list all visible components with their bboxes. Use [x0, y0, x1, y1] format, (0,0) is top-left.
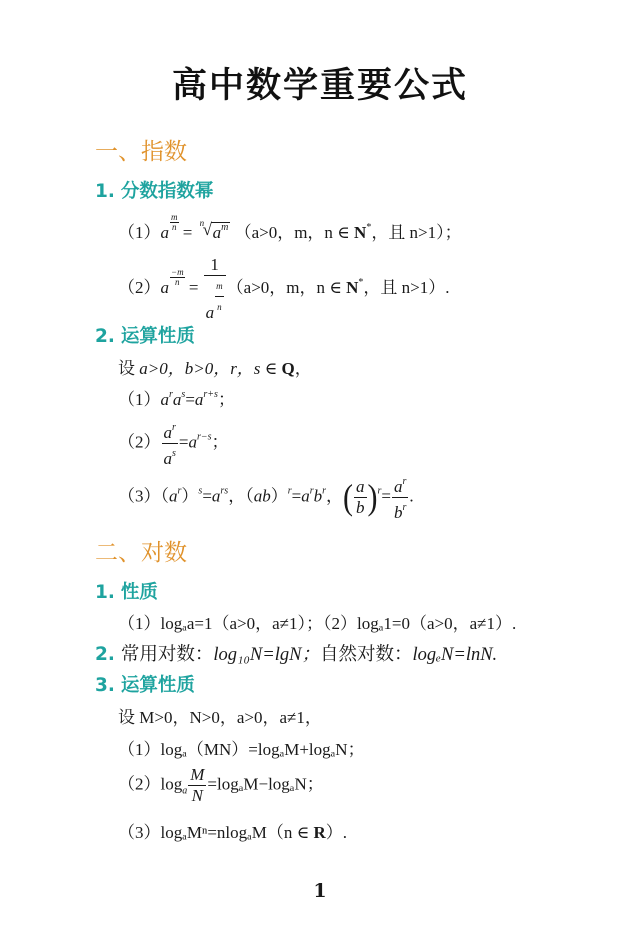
subsection-title: 运算性质 [120, 675, 195, 696]
page-title: 高中数学重要公式 [171, 65, 468, 106]
log-rule-1: （1）logₐ（MN）=logₐM+logₐN； [118, 740, 365, 759]
exponent-fraction: $\frac{m}{n}$ [171, 212, 178, 232]
subsection-heading-log-rules [95, 671, 195, 697]
formula-tail: ； [211, 432, 229, 452]
formula-tail: ，且 n>1）. [363, 277, 450, 297]
subsection-heading-common-log [95, 640, 497, 666]
ratio-result-fraction: $\frac{a^r}{b^r}$ [392, 472, 408, 523]
formula-body: （3）logₐMⁿ=nlogₐM（n ∈ [118, 823, 314, 842]
formula-tail: ； [217, 390, 235, 409]
formula-label: （2） [118, 432, 161, 452]
common-log-formula: log₁₀N=lgN； [213, 645, 320, 665]
formula-tail: ）. [325, 823, 348, 842]
formula-tail: . [409, 486, 414, 506]
subsection-number: 2. [95, 326, 115, 347]
reciprocal-fraction: 1 a $\frac{m}{n}$ [204, 255, 226, 323]
formula-label: （3） [118, 486, 161, 506]
ratio-fraction: $\frac{a}{b}$ [356, 477, 365, 517]
formula-condition: （a>0，m，n ∈ [226, 277, 347, 297]
star-superscript: * [358, 276, 364, 288]
set-N: N [354, 223, 367, 242]
subsection-title: 性质 [120, 582, 158, 603]
log-rules-intro: 设 M>0，N>0，a>0，a≠1， [118, 708, 322, 727]
radical: n √ $a^m$ [199, 218, 229, 242]
quotient-fraction: $\frac{a^r}{a^s}$ [162, 418, 178, 469]
formula-tail: =logₐM−logₐN； [207, 774, 324, 794]
formula-label: （1） [118, 390, 161, 409]
subsection-heading-fractional-power [95, 177, 213, 203]
log-rule-2: $(2)\log_a$ $\frac{M}{N}$ =logₐM−logₐN； [118, 765, 324, 805]
formula-label: （2） [118, 277, 161, 297]
formula-label: （1） [118, 223, 161, 242]
log-quotient-fraction: $\frac{M}{N}$ [190, 765, 205, 805]
subsection-number: 3. [95, 675, 115, 696]
set-N: N [346, 277, 359, 297]
formula-fractional-power-1: （1）a $\frac{m}{n}$ = n √ $a^m$ （a>0，m，n ∈ N*，且 n>1）； [118, 212, 462, 242]
star-superscript: * [366, 222, 372, 233]
formula-label: （2） [118, 774, 161, 794]
intro-prefix: 设 [118, 359, 140, 378]
subsection-heading-exponent-rules [95, 322, 195, 348]
page-number: 1 [313, 880, 327, 902]
natural-log-formula: logₑN=lnN. [412, 645, 498, 665]
common-log-label: 常用对数： [120, 644, 214, 665]
intro-end: ， [294, 359, 312, 378]
exponent-rule-2: （2） $\frac{a^r}{a^s}$ $=a^{r-s}$； [118, 418, 229, 469]
subsection-heading-log-properties [95, 578, 158, 604]
set-Q: Q [281, 359, 295, 378]
exponent-rule-1: $(1)a^ra^s=a^{r+s}$； [118, 389, 235, 409]
exponent-fraction: $\frac{-m}{n}$ [171, 266, 184, 287]
formula-fractional-power-2: （2）a $\frac{-m}{n}$ = 1 a $\frac{m}{n}$ （a>0，m，n ∈ N*，且 n>1）. [118, 255, 450, 322]
natural-log-label: 自然对数： [319, 644, 413, 665]
section-heading-exponent: 一、指数 [95, 139, 187, 165]
set-R: R [313, 823, 326, 842]
intro-condition: a>0，b>0，r，s ∈ [139, 359, 282, 378]
log-properties-line: （1）logₐa=1（a>0，a≠1）；（2）logₐ1=0（a>0，a≠1）. [118, 614, 517, 633]
exponent-rule-3: $(3)(a^r)^s=a^{rs}$，$(ab)^r=a^rb^r$，( $\frac{a}{b}$ )$^r$= $\frac{a^r}{b^r}$ . [118, 472, 414, 523]
subsection-number: 1. [95, 582, 115, 603]
subsection-number: 1. [95, 181, 115, 202]
subsection-number: 2. [95, 644, 115, 665]
formula-tail: ，且 n>1）； [371, 223, 462, 242]
formula-condition: （a>0，m，n ∈ [234, 223, 355, 242]
subsection-title: 分数指数幂 [120, 181, 214, 202]
exponent-rules-intro [118, 354, 312, 379]
section-heading-logarithm: 二、对数 [95, 540, 187, 566]
subsection-title: 运算性质 [120, 326, 195, 347]
log-rule-3 [118, 818, 347, 843]
